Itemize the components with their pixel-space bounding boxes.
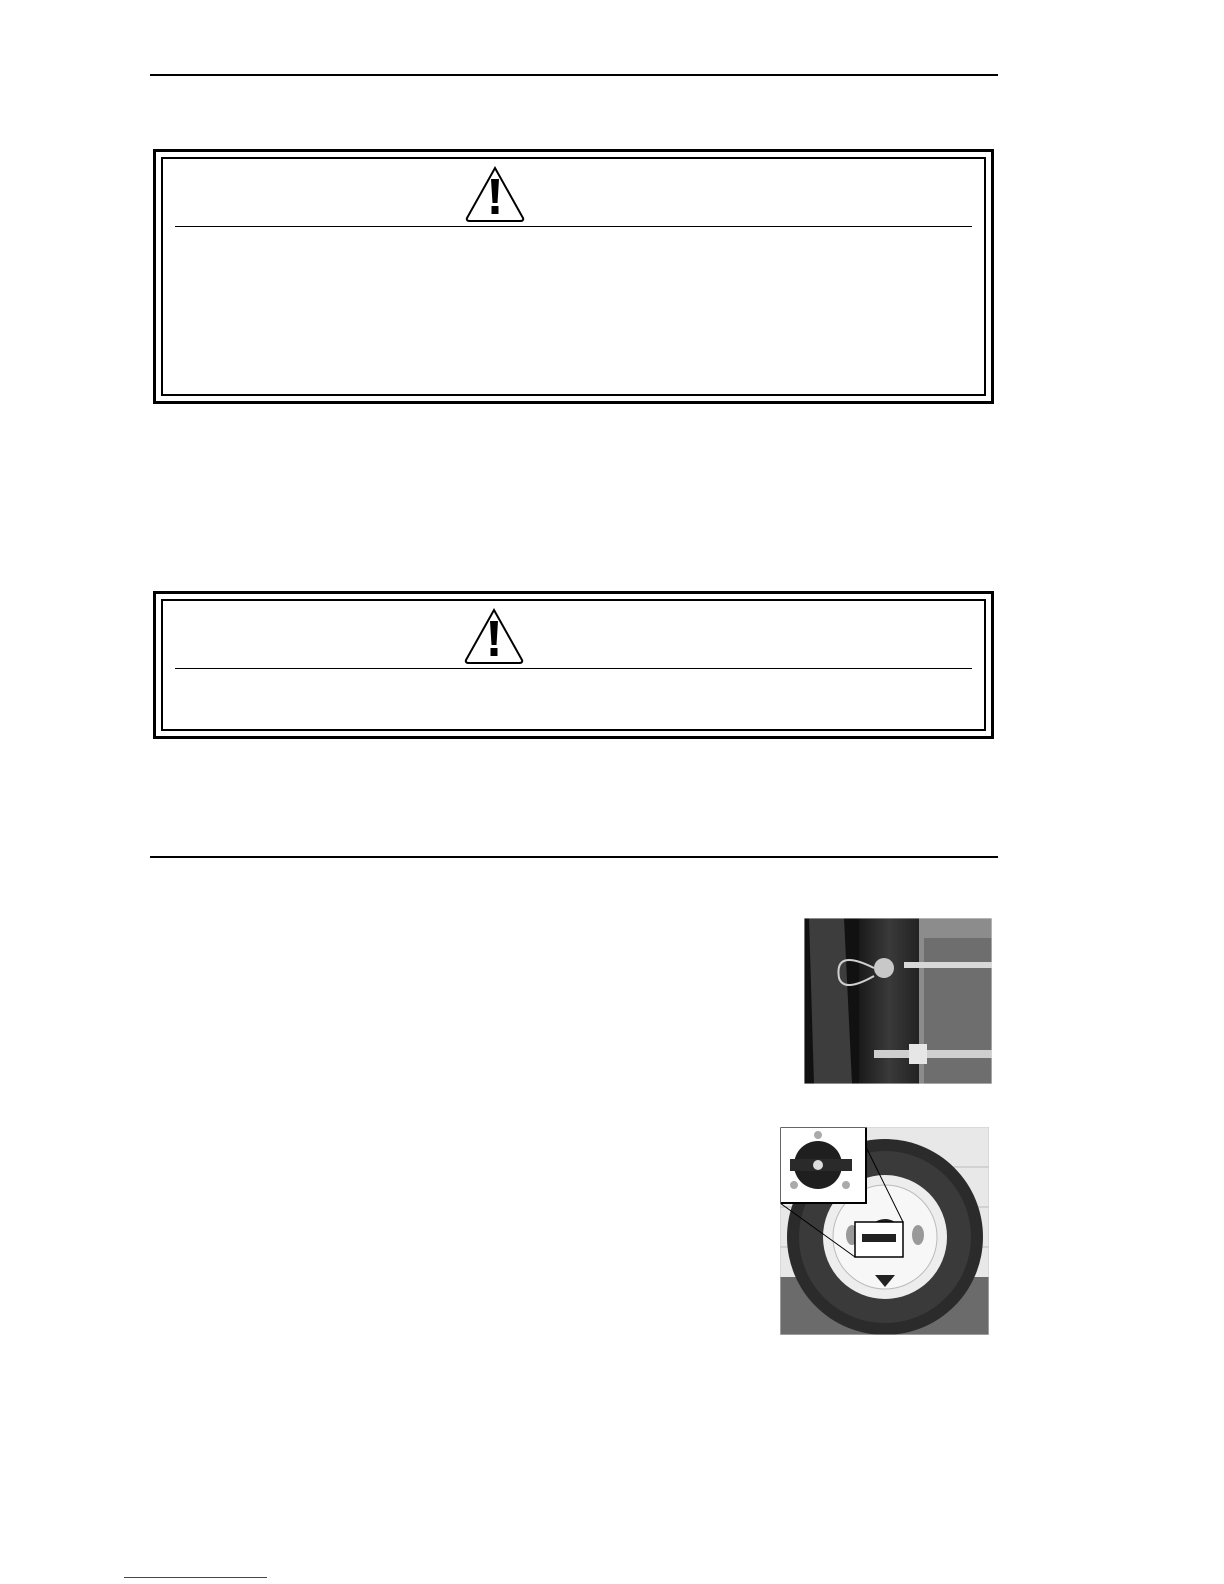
photo-spare-tire-mount-icon xyxy=(780,1127,989,1335)
warning-triangle-icon xyxy=(463,607,525,665)
section-rule xyxy=(150,856,998,858)
frame-pin-photo xyxy=(804,918,992,1084)
warning-box-1-divider xyxy=(175,226,972,227)
warning-box-2 xyxy=(153,591,994,739)
footer-link-underline[interactable] xyxy=(124,1577,267,1578)
warning-box-2-divider xyxy=(175,668,972,669)
photo-frame-pin-icon xyxy=(804,918,992,1084)
warning-box-2-inner xyxy=(161,599,986,731)
warning-box-1 xyxy=(153,149,994,404)
warning-box-1-inner xyxy=(161,157,986,396)
warning-triangle-icon xyxy=(464,165,526,223)
spare-tire-photo xyxy=(780,1127,989,1335)
top-rule xyxy=(150,74,998,76)
